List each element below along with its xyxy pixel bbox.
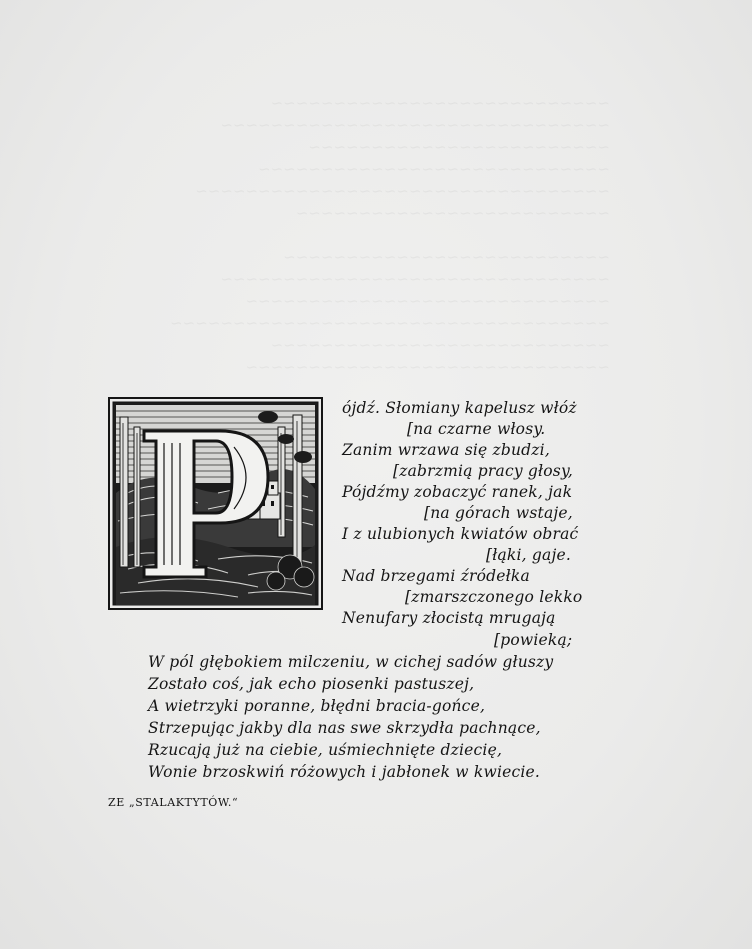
decorated-initial-p — [108, 397, 323, 610]
woodcut-initial-illustration — [108, 397, 323, 610]
poem-line-2: [na czarne włosy. — [407, 420, 546, 438]
poem-line-18: Wonie brzoskwiń różowych i jabłonek w kwiecie. — [148, 763, 541, 781]
poem-line-8: [łąki, gaje. — [486, 546, 571, 564]
source-attribution: ZE „STALAKTYTÓW.“ — [108, 796, 239, 809]
poem-line-14: Zostało coś, jak echo piosenki pastuszej, — [148, 675, 475, 693]
poem-line-9: Nad brzegami źródełka — [342, 567, 530, 585]
poem-line-7: I z ulubionych kwiatów obrać — [342, 525, 579, 543]
poem-line-17: Rzucają już na ciebie, uśmiechnięte dziecię, — [148, 741, 503, 759]
poem-line-13: W pól głębokiem milczeniu, w cichej sadów głuszy — [148, 653, 554, 671]
poem-line-1: ójdź. Słomiany kapelusz włóż — [342, 399, 577, 417]
poem-line-12: [powieką; — [494, 631, 573, 649]
poem-line-4: [zabrzmią pracy głosy, — [393, 462, 573, 480]
poem-line-11: Nenufary złocistą mrugają — [342, 609, 556, 627]
poem-line-15: A wietrzyki poranne, błędni bracia-gońce, — [148, 697, 486, 715]
poem-line-6: [na górach wstaje, — [424, 504, 573, 522]
poem-line-3: Zanim wrzawa się zbudzi, — [342, 441, 550, 459]
poem-line-5: Pójdźmy zobaczyć ranek, jak — [342, 483, 573, 501]
poem-line-10: [zmarszczonego lekko — [405, 588, 583, 606]
poem-line-16: Strzepując jakby dla nas swe skrzydła pachnące, — [148, 719, 541, 737]
